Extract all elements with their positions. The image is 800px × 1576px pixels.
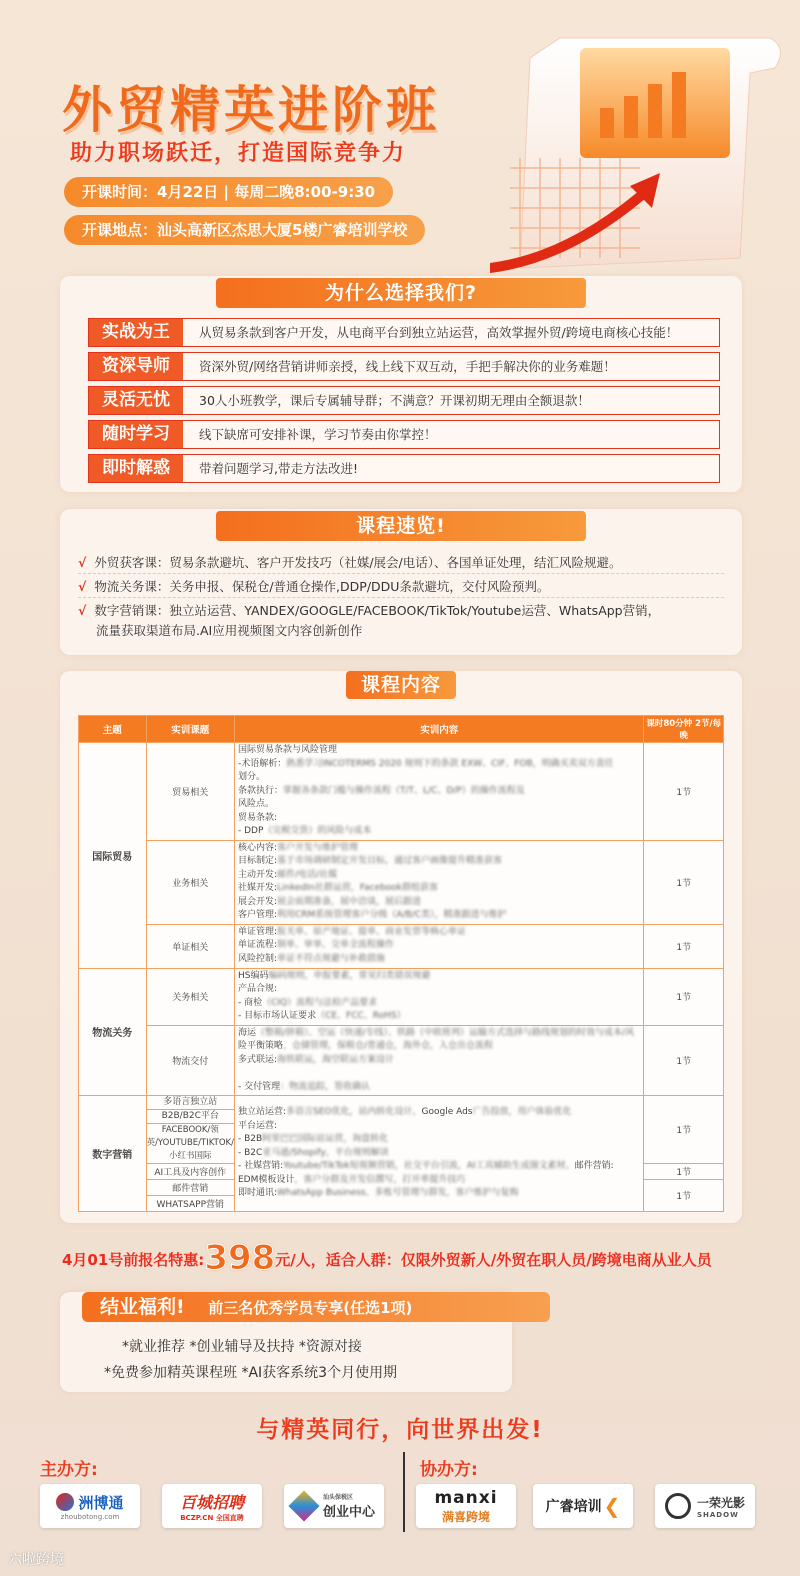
blurred-text: 利用CRM系统管理客户分级（A/B/C类），精准跟进与维护 xyxy=(277,910,507,920)
subject-cell: WHATSAPP营销 xyxy=(146,1196,234,1212)
why-item-tag: 即时解惑 xyxy=(89,455,183,482)
why-item xyxy=(88,454,720,483)
why-item xyxy=(88,318,720,347)
why-item-text: 线下缺席可安排补课，学习节奏由你掌控！ xyxy=(199,427,437,442)
table-header: 实训内容 xyxy=(234,716,644,743)
why-item-tag: 灵活无忧 xyxy=(89,387,183,414)
content-line: 国际贸易条款与风险管理 xyxy=(237,745,337,755)
host-logo-zhoubotong xyxy=(40,1484,140,1528)
pricing-line xyxy=(62,1238,712,1278)
content-cell xyxy=(234,924,644,968)
benefits-line: *就业推荐 *创业辅导及扶持 *资源对接 xyxy=(122,1339,362,1355)
content-line: - 商检 xyxy=(237,997,263,1008)
logo-name: 洲博通 xyxy=(78,1493,124,1512)
logo-name: 创业中心 xyxy=(322,1505,375,1520)
benefits-section xyxy=(60,1292,512,1392)
why-item xyxy=(88,352,720,381)
content-line: - DDP xyxy=(237,826,264,836)
content-line: 划分。 xyxy=(237,772,265,782)
why-heading: 为什么选择我们? xyxy=(216,278,586,308)
overview-item xyxy=(78,553,724,574)
organizer-divider xyxy=(403,1452,405,1532)
logo-sub: SHADOW xyxy=(696,1510,739,1519)
subject-label: B2B/B2C平台 xyxy=(147,1109,234,1123)
blurred-text: Youtube/TikTok短视频营销，社交平台引流，AI工具辅助生成图文素材。 xyxy=(283,1161,575,1172)
lesson-cell: 1节 xyxy=(644,924,724,968)
growth-chart-illustration xyxy=(490,18,790,273)
blurred-text: 广告投放，用户体验优化 xyxy=(472,1107,572,1118)
content-line: 平台运营: xyxy=(237,1120,278,1131)
blurred-text: LinkedIn社群运营，Facebook群组获客 xyxy=(277,883,439,893)
content-section xyxy=(60,671,742,1223)
cohost-logo-shadow xyxy=(655,1484,755,1528)
content-line: - B2C xyxy=(237,1147,263,1158)
hexagon-icon xyxy=(288,1490,319,1521)
subject-label: FACEBOOK/领英/YOUTUBE/TIKTOK/小红书国际 xyxy=(146,1125,234,1161)
price-amount: 398 xyxy=(204,1238,276,1278)
blurred-text: WhatsApp Business、多账号管理与群发，客户维护与复购 xyxy=(277,1188,519,1199)
blurred-text: ，仓储管理，保税仓/普通仓，海外仓，入仓出仓流程 xyxy=(282,1041,494,1051)
blurred-text: 展会前期准备，展中洽谈，展后跟进 xyxy=(277,896,422,907)
aperture-icon xyxy=(665,1493,691,1519)
table-header: 实训课题 xyxy=(146,716,234,743)
content-cell xyxy=(234,968,644,1025)
overview-item-text: 数字营销课：独立站运营、YANDEX/GOOGLE/FACEBOOK/TikTok/Youtube运营、WhatsApp营销， xyxy=(94,603,661,618)
logo-name: manxi xyxy=(434,1487,498,1508)
page-subtitle: 助力职场跃迁，打造国际竞争力 xyxy=(70,141,407,166)
content-line: Google Ads xyxy=(421,1107,473,1118)
blurred-text: 报关单、原产地证、提单、商业发票等核心单证 xyxy=(277,926,467,937)
blurred-text: 邮件/电话/社媒 xyxy=(277,869,338,880)
why-section xyxy=(60,276,742,492)
page-title: 外贸精英进阶班 xyxy=(62,81,440,139)
why-item-text: 从贸易条款到客户开发，从电商平台到独立站运营，高效掌握外贸/跨境电商核心技能！ xyxy=(199,325,679,340)
subject-cell: AI工具及内容创作 xyxy=(146,1164,234,1180)
topic-cell: 数字营销 xyxy=(79,1096,147,1212)
table-header: 课时80分钟 2节/每晚 xyxy=(644,716,724,743)
logo-sub: 满喜跨境 xyxy=(441,1509,490,1524)
logo-sub: 汕头保税区 xyxy=(322,1494,353,1501)
content-line: 展会开发: xyxy=(237,896,278,907)
blurred-text: 基于市场调研制定开发目标，通过客户画像提升精准获客 xyxy=(277,856,503,866)
benefits-line: *免费参加精英课程班 *AI获客系统3个月使用期 xyxy=(104,1365,398,1381)
subject-label: 多语言独立站 xyxy=(163,1097,218,1107)
content-line: - 目标市场认证要求 xyxy=(237,1011,317,1021)
content-line: 海运 xyxy=(237,1027,256,1038)
content-line: HS编码 xyxy=(237,970,269,981)
content-heading: 课程内容 xyxy=(346,671,456,699)
why-item-text: 资深外贸/网络营销讲师亲授，线上线下双互动，手把手解决你的业务难题！ xyxy=(199,359,616,374)
blurred-text: ，客户分群及开发信撰写，打开率提升技巧 xyxy=(294,1174,466,1185)
content-line: 独立站运营: xyxy=(237,1107,287,1118)
lesson-cell: 1节 xyxy=(644,1180,724,1212)
cohost-logo-manxi xyxy=(416,1484,516,1528)
overview-item xyxy=(78,577,724,598)
benefits-title: 结业福利! xyxy=(100,1296,185,1318)
content-line: 多式联运: xyxy=(237,1054,278,1065)
logo-sub: zhoubotong.com xyxy=(60,1512,120,1521)
why-item xyxy=(88,386,720,415)
content-cell xyxy=(234,1025,644,1096)
overview-item xyxy=(78,601,724,621)
check-icon: √ xyxy=(78,555,87,570)
blurred-text: 客户开发与维护管理 xyxy=(277,842,359,853)
blurred-text: （完税交货）的风险与成本 xyxy=(263,826,372,836)
subject-cell: 业务相关 xyxy=(146,840,234,924)
check-icon: √ xyxy=(78,579,87,594)
benefits-ribbon xyxy=(82,1292,550,1322)
content-line: -术语解析： xyxy=(237,758,287,769)
content-cell xyxy=(234,743,644,841)
subject-cell: 单证相关 xyxy=(146,924,234,968)
lesson-cell: 1节 xyxy=(644,743,724,841)
overview-item-continued: 流量获取渠道布局.AI应用视频图文内容创新创作 xyxy=(96,623,363,638)
content-line: 社媒开发: xyxy=(237,883,278,893)
why-item-tag: 实战为王 xyxy=(89,319,183,346)
content-table xyxy=(78,715,724,1212)
course-place-pill: 开课地点：汕头高新区杰思大厦5楼广睿培训学校 xyxy=(64,215,425,245)
content-line: 邮件营销: xyxy=(574,1161,614,1172)
check-icon: √ xyxy=(78,603,87,618)
content-cell xyxy=(234,840,644,924)
why-item-text: 带着问题学习,带走方法改进! xyxy=(199,461,358,476)
blurred-text: 多语言SEO优化，站内转化设计， xyxy=(286,1107,422,1118)
blurred-text: 海铁联运，海空联运方案设计 xyxy=(277,1054,395,1065)
subject-cell: 关务相关 xyxy=(146,968,234,1025)
cohost-label: 协办方: xyxy=(420,1460,478,1480)
subject-cell xyxy=(146,1096,234,1164)
content-line: 目标制定: xyxy=(237,856,278,866)
overview-item-text: 外贸获客课：贸易条款避坑、客户开发技巧（社媒/展会/电话）、各国单证处理，结汇风险规避。 xyxy=(94,555,622,570)
blurred-text: 熟悉学习INCOTERMS 2020 规则下的条款 EXW、CIF、FOB，明确买卖双方责任 xyxy=(286,758,614,769)
why-item-tag: 资深导师 xyxy=(89,353,183,380)
table-header: 主题 xyxy=(79,716,147,743)
content-line: 即时通讯: xyxy=(237,1188,278,1199)
subject-cell: 物流交付 xyxy=(146,1025,234,1096)
overview-section xyxy=(60,509,742,655)
blurred-text: （CIQ）流程与法检产品要求 xyxy=(262,997,378,1008)
slogan: 与精英同行，向世界出发! xyxy=(256,1417,544,1443)
topic-cell: 物流关务 xyxy=(79,968,147,1096)
host-logo-bczp xyxy=(162,1484,262,1528)
why-item-tag: 随时学习 xyxy=(89,421,183,448)
pricing-suffix: 元/人，适合人群：仅限外贸新人/外贸在职人员/跨境电商从业人员 xyxy=(275,1251,712,1269)
blurred-text: 单证不符点规避与补救措施 xyxy=(277,953,386,964)
logo-name: 广睿培训 xyxy=(545,1499,602,1515)
globe-icon xyxy=(56,1493,74,1511)
blurred-text: ：物流追踪，签收确认 xyxy=(280,1081,371,1092)
chevron-left-icon: ❮ xyxy=(603,1494,621,1518)
content-line: 主动开发: xyxy=(237,869,278,880)
content-line: EDM模板设计 xyxy=(237,1174,295,1185)
overview-item-text: 物流关务课：关务申报、保税仓/普通仓操作,DDP/DDU条款避坑，交付风险预判。 xyxy=(94,579,550,594)
content-cell xyxy=(234,1096,644,1212)
lesson-cell: 1节 xyxy=(644,840,724,924)
content-line: 贸易条款: xyxy=(237,812,278,823)
overview-heading: 课程速览! xyxy=(216,511,586,541)
content-line: 险平衡策略 xyxy=(237,1041,283,1051)
blurred-text: （整箱/拼箱）、空运（快递/专线）、铁路（中欧班列）运输方式选择与路线规划的时效与成本/风 xyxy=(255,1027,635,1038)
content-line: 单证流程: xyxy=(237,940,278,951)
logo-name: 一荣光影 xyxy=(696,1495,745,1510)
content-line: - 社媒营销: xyxy=(237,1161,284,1172)
lesson-cell: 1节 xyxy=(644,968,724,1025)
content-line: 风险控制: xyxy=(237,953,278,964)
benefits-subtitle: 前三名优秀学员专享(任选1项) xyxy=(208,1299,413,1317)
blurred-text: 阿里巴巴国际站运营，询盘转化 xyxy=(262,1134,389,1145)
why-item-text: 30人小班教学，课后专属辅导群；不满意？开课初期无理由全额退款！ xyxy=(199,393,590,408)
logo-name: 百城招聘 xyxy=(179,1492,244,1512)
content-line: - 交付管理 xyxy=(237,1081,281,1092)
blurred-text: 亚马逊/Shopify，平台规则解读 xyxy=(262,1147,389,1158)
cohost-logo-guangrui xyxy=(533,1484,633,1528)
subject-cell: 邮件营销 xyxy=(146,1180,234,1196)
subject-cell: 贸易相关 xyxy=(146,743,234,841)
logo-sub: BCZP.CN 全国直聘 xyxy=(180,1513,244,1522)
lesson-cell: 1节 xyxy=(644,1025,724,1096)
pricing-prefix: 4月01号前报名特惠: xyxy=(62,1251,205,1269)
watermark: 六啦跨境 xyxy=(8,1552,64,1568)
content-line: 单证管理: xyxy=(237,926,278,937)
course-time-pill: 开课时间：4月22日 | 每周二晚8:00-9:30 xyxy=(64,177,393,207)
host-logo-startup-center xyxy=(284,1484,384,1528)
blurred-text: 掌握各条款门槛与操作流程（T/T、L/C、D/P）的操作流程及 xyxy=(282,785,525,796)
content-line: 客户管理: xyxy=(237,910,278,920)
lesson-cell: 1节 xyxy=(644,1164,724,1180)
content-line: 核心内容: xyxy=(237,842,278,853)
host-label: 主办方: xyxy=(40,1460,98,1480)
content-line: 条款执行： xyxy=(237,785,283,796)
lesson-cell: 1节 xyxy=(644,1096,724,1164)
blurred-text: 编码规则，申报要素，常见归类错误规避 xyxy=(268,970,431,981)
why-item xyxy=(88,420,720,449)
blurred-text: 制单、审单、交单全流程操作 xyxy=(277,940,395,951)
content-line: 产品合规: xyxy=(237,984,278,994)
content-line: 风险点。 xyxy=(237,799,274,809)
blurred-text: （CE、FCC、RoHS） xyxy=(316,1011,406,1021)
topic-cell: 国际贸易 xyxy=(79,743,147,969)
content-line: - B2B xyxy=(237,1134,263,1145)
